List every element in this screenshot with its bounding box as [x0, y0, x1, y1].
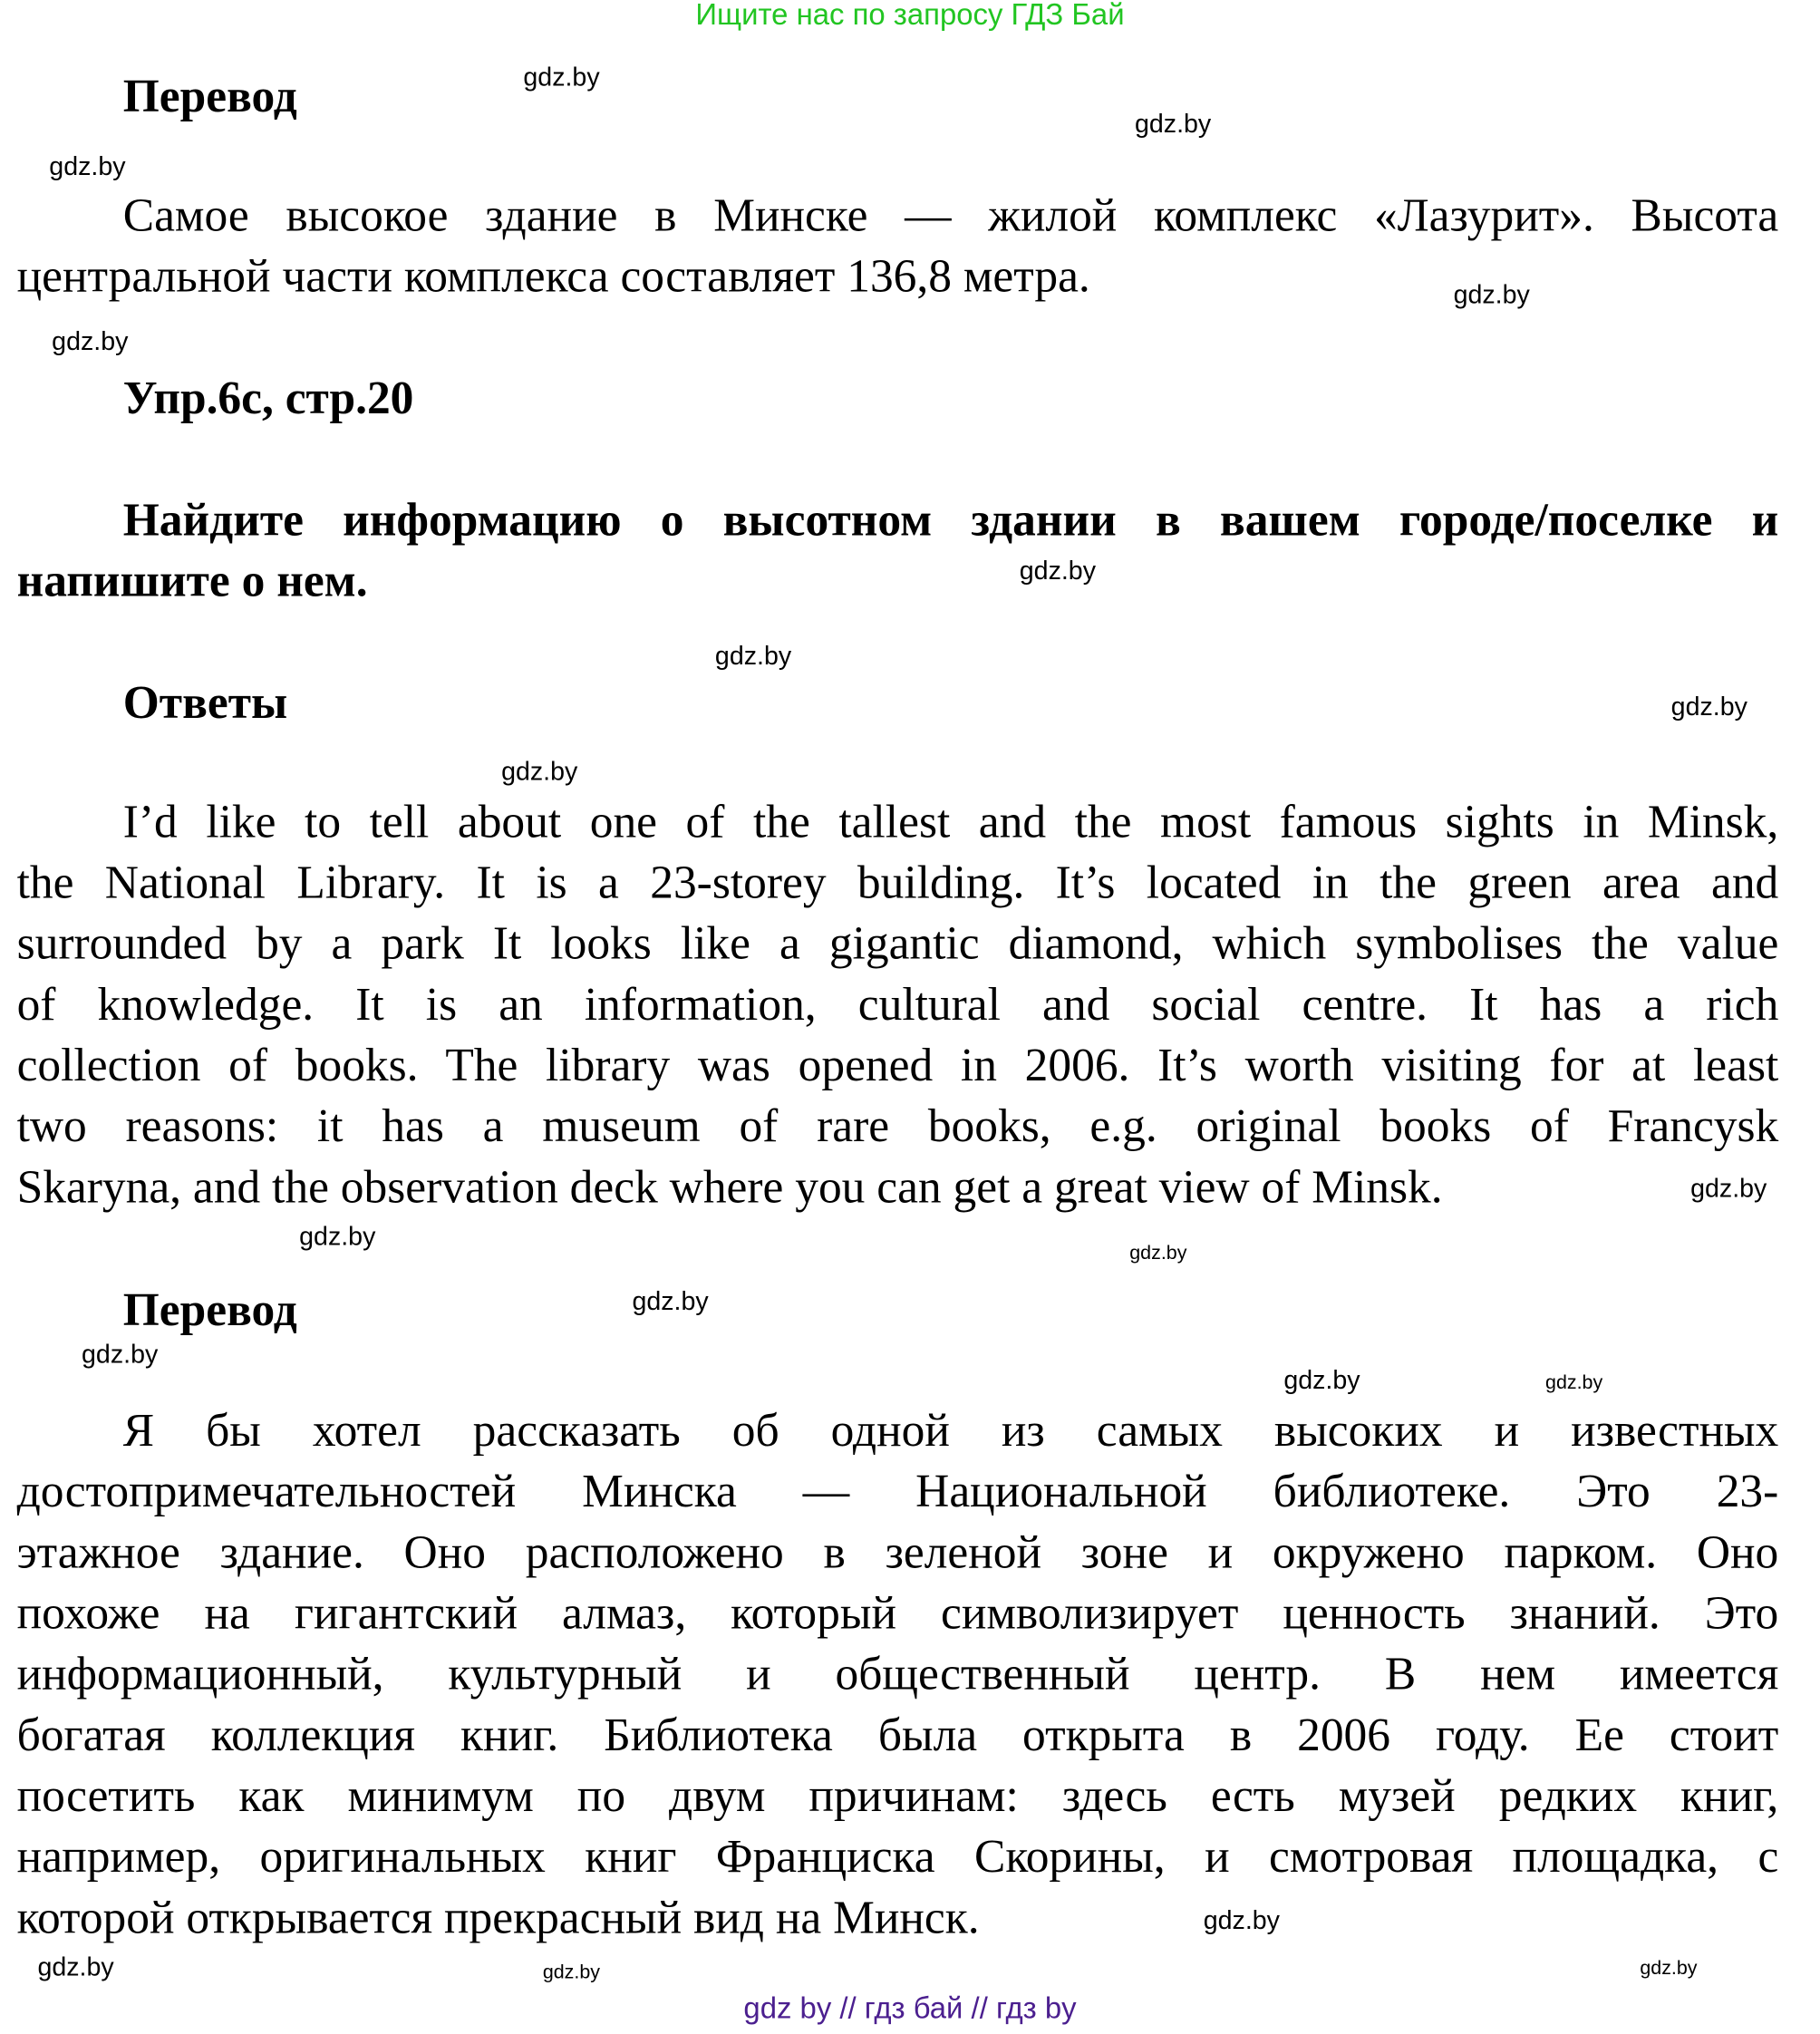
text-line: two reasons: it has a museum of rare books, e.g. original books of Francysk	[16, 1099, 1779, 1152]
watermark: gdz.by	[1134, 110, 1212, 139]
watermark: gdz.by	[1640, 1957, 1698, 1980]
text-line: которой открывается прекрасный вид на Минск.	[16, 1891, 980, 1943]
text-line: Я бы хотел рассказать об одной из самых высоких и известных	[122, 1404, 1779, 1457]
text-line: Найдите информацию о высотном здании в вашем городе/поселке и	[122, 493, 1779, 546]
watermark: gdz.by	[1670, 693, 1747, 722]
watermark: gdz.by	[299, 1223, 376, 1252]
text-line: информационный, культурный и общественный центр. В нем имеется	[16, 1647, 1779, 1700]
watermark: gdz.by	[1283, 1366, 1360, 1396]
text-line: I’d like to tell about one of the tallest and the most famous sights in Minsk,	[122, 795, 1779, 848]
footer-banner[interactable]: gdz by // гдз бай // гдз by	[743, 1990, 1077, 2025]
text-line: например, оригинальных книг Франциска Скорины, и смотровая площадка, с	[16, 1830, 1779, 1883]
watermark: gdz.by	[714, 642, 792, 672]
section-heading-translation-2: Перевод	[122, 1283, 297, 1336]
text-line: Самое высокое здание в Минске — жилой комплекс «Лазурит». Высота	[122, 189, 1779, 241]
watermark: gdz.by	[37, 1953, 114, 1982]
text-line: of knowledge. It is an information, cultural and social centre. It has a rich	[16, 978, 1779, 1031]
watermark: gdz.by	[52, 327, 129, 357]
translation-paragraph-2	[17, 1400, 1779, 1949]
watermark: gdz.by	[1690, 1175, 1767, 1204]
watermark: gdz.by	[49, 152, 126, 182]
text-line: этажное здание. Оно расположено в зеленой зоне и окружено парком. Оно	[16, 1526, 1779, 1578]
watermark: gdz.by	[632, 1287, 709, 1317]
header-banner[interactable]: Ищите нас по запросу ГДЗ Бай	[695, 0, 1125, 32]
watermark: gdz.by	[1129, 1242, 1187, 1264]
watermark: gdz.by	[1019, 557, 1097, 586]
section-heading-translation: Перевод	[122, 70, 297, 122]
watermark: gdz.by	[501, 758, 578, 787]
text-line: богатая коллекция книг. Библиотека была открыта в 2006 году. Ее стоит	[16, 1709, 1779, 1761]
watermark: gdz.by	[542, 1961, 601, 1984]
watermark: gdz.by	[82, 1341, 159, 1370]
text-line: collection of books. The library was opened in 2006. It’s worth visiting for at least	[16, 1039, 1779, 1091]
text-line: напишите о нем.	[16, 554, 368, 606]
watermark: gdz.by	[1203, 1906, 1280, 1936]
answers-heading: Ответы	[122, 676, 288, 729]
watermark: gdz.by	[1453, 281, 1530, 310]
answer-paragraph	[17, 791, 1779, 1217]
text-line: похоже на гигантский алмаз, который символизирует ценность знаний. Это	[16, 1586, 1779, 1639]
text-line: surrounded by a park It looks like a gigantic diamond, which symbolises the value	[16, 916, 1779, 970]
text-line: достопримечательностей Минска — Национальной библиотеке. Это 23-	[16, 1465, 1779, 1517]
text-line: Skaryna, and the observation deck where you can get a great view of Minsk.	[16, 1160, 1443, 1213]
watermark: gdz.by	[523, 63, 600, 92]
exercise-title: Упр.6с, стр.20	[122, 372, 414, 424]
exercise-task	[17, 489, 1779, 611]
text-line: посетить как минимум по двум причинам: здесь есть музей редких книг,	[16, 1769, 1779, 1822]
watermark: gdz.by	[1545, 1371, 1603, 1394]
text-line: центральной части комплекса составляет 136,8 метра.	[16, 249, 1090, 303]
text-line: the National Library. It is a 23-storey building. It’s located in the green area and	[16, 856, 1779, 908]
